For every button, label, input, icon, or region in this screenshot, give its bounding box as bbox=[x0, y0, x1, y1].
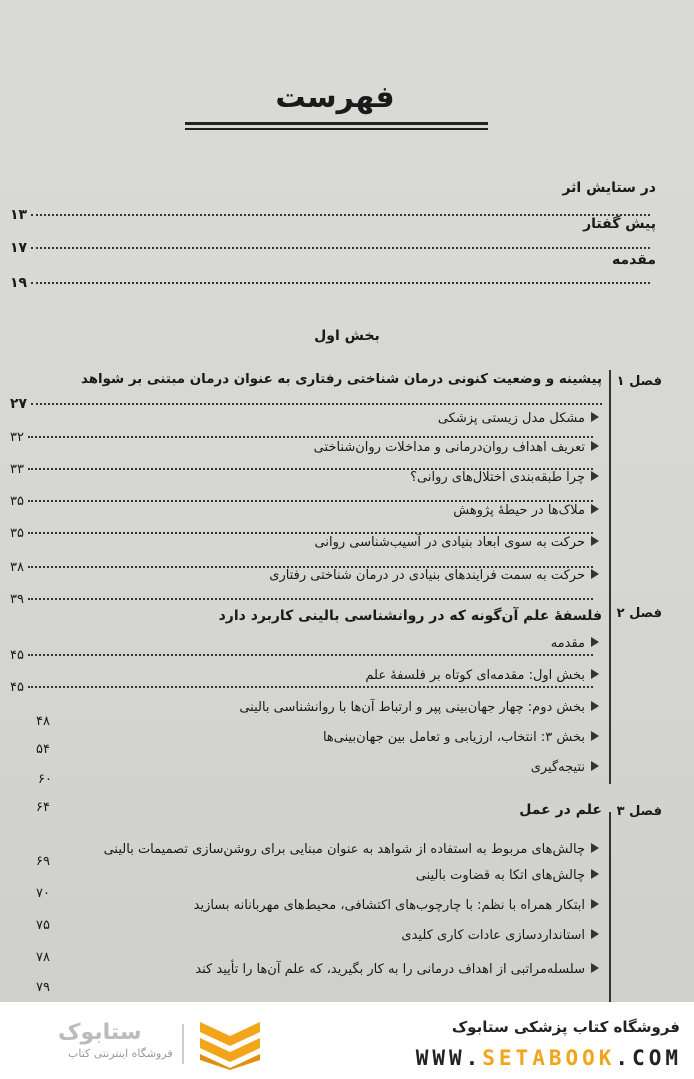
triangle-bullet-icon bbox=[591, 569, 599, 579]
triangle-bullet-icon bbox=[591, 669, 599, 679]
toc-entry-label: مقدمه bbox=[612, 252, 656, 268]
toc-item bbox=[10, 700, 599, 715]
toc-page-number: ۳۵ bbox=[10, 494, 24, 509]
chapter-label: فصل ۲ bbox=[616, 606, 662, 621]
store-name: فروشگاه کتاب پزشکی ستابوک bbox=[451, 1018, 680, 1036]
store-url-link[interactable] bbox=[416, 1046, 682, 1070]
toc-item bbox=[10, 568, 599, 583]
toc-page-number: ۴۵ bbox=[10, 648, 24, 663]
toc-item bbox=[10, 535, 599, 550]
toc-item-page-row bbox=[10, 592, 599, 607]
toc-item-text: چرا طبقه‌بندی اختلال‌های روانی؟ bbox=[410, 470, 585, 485]
toc-page-number: ۷۸ bbox=[36, 950, 50, 965]
triangle-bullet-icon bbox=[591, 471, 599, 481]
toc-entry-label: در ستایش اثر bbox=[562, 180, 656, 196]
triangle-bullet-icon bbox=[591, 701, 599, 711]
toc-item-text: ملاک‌ها در حیطهٔ پژوهش bbox=[453, 503, 585, 518]
toc-page-number: ۶۰ bbox=[38, 772, 52, 787]
toc-entry bbox=[10, 216, 656, 232]
toc-item bbox=[10, 962, 599, 977]
logo-text: ستابوک bbox=[58, 1020, 142, 1045]
toc-item bbox=[10, 411, 599, 426]
toc-page-number: ۴۵ bbox=[10, 680, 24, 695]
toc-leader-dots bbox=[28, 436, 593, 438]
chapter-label: فصل ۳ bbox=[616, 804, 662, 819]
toc-item-text: چالش‌های مربوط به استفاده از شواهد به عنوان مبنایی برای روشن‌سازی تصمیمات بالینی bbox=[103, 842, 585, 857]
toc-page-number: ۱۳ bbox=[10, 207, 28, 223]
section-title: بخش اول bbox=[314, 328, 380, 344]
chapter-title bbox=[10, 608, 602, 624]
toc-leader-dots bbox=[28, 532, 593, 534]
toc-item-text: حرکت به سمت فرایندهای بنیادی در درمان شناختی رفتاری bbox=[269, 568, 585, 583]
toc-item bbox=[10, 760, 599, 775]
setabook-logo[interactable] bbox=[28, 1018, 268, 1070]
toc-item-text: تعریف اهداف روان‌درمانی و مداخلات روان‌شناختی bbox=[313, 440, 585, 455]
toc-page-number: ۷۹ bbox=[36, 980, 50, 995]
toc-item bbox=[10, 470, 599, 485]
chapter-divider bbox=[609, 604, 611, 784]
triangle-bullet-icon bbox=[591, 843, 599, 853]
toc-leader-dots bbox=[28, 598, 593, 600]
toc-item bbox=[10, 440, 599, 455]
toc-item bbox=[10, 928, 599, 943]
toc-leader-dots bbox=[28, 654, 593, 656]
toc-page-number: ۶۹ bbox=[36, 854, 50, 869]
toc-page-number: ۷۰ bbox=[36, 886, 50, 901]
toc-item-text: مقدمه bbox=[550, 636, 585, 651]
toc-leader-dots bbox=[28, 500, 593, 502]
triangle-bullet-icon bbox=[591, 731, 599, 741]
toc-item-text: استانداردسازی عادات کاری کلیدی bbox=[401, 928, 585, 943]
toc-page-number: ۳۲ bbox=[10, 430, 24, 445]
toc-item bbox=[10, 503, 599, 518]
chapter-title bbox=[10, 372, 602, 387]
triangle-bullet-icon bbox=[591, 504, 599, 514]
chapter-title-text: علم در عمل bbox=[519, 802, 602, 818]
triangle-bullet-icon bbox=[591, 637, 599, 647]
toc-entry bbox=[10, 252, 656, 268]
title-underline-secondary bbox=[185, 128, 488, 130]
chapter-title-text: فلسفهٔ علم آن‌گونه که در روانشناسی بالینی کاربرد دارد bbox=[218, 608, 602, 624]
toc-page-number: ۷۵ bbox=[36, 918, 50, 933]
toc-item bbox=[10, 730, 599, 745]
toc-page-number: ۲۷ bbox=[10, 396, 28, 412]
toc-page-number: ۵۴ bbox=[36, 742, 50, 757]
toc-page-number: ۳۸ bbox=[10, 560, 24, 575]
chapter-title-text: پیشینه و وضعیت کنونی درمان شناختی رفتاری به عنوان درمان مبتنی بر شواهد bbox=[80, 372, 602, 387]
toc-item-text: بخش ۳: انتخاب، ارزیابی و تعامل بین جهان‌بینی‌ها bbox=[322, 730, 585, 745]
toc-item-text: حرکت به سوی ابعاد بنیادی در آسیب‌شناسی روانی bbox=[314, 535, 585, 550]
toc-page-number: ۳۵ bbox=[10, 526, 24, 541]
url-suffix: .COM bbox=[615, 1046, 682, 1070]
triangle-bullet-icon bbox=[591, 869, 599, 879]
logo-divider bbox=[182, 1024, 184, 1064]
chapter-divider bbox=[609, 812, 611, 1002]
toc-page-number: ۳۹ bbox=[10, 592, 24, 607]
logo-subtitle: فروشگاه اینترنتی کتاب bbox=[68, 1047, 173, 1060]
toc-page-number: ۱۹ bbox=[10, 275, 28, 291]
url-prefix: WWW. bbox=[415, 1046, 483, 1070]
toc-entry bbox=[10, 180, 656, 196]
chapter-title bbox=[10, 802, 602, 818]
toc-item-text: نتیجه‌گیری bbox=[530, 760, 585, 775]
chevron-logo-icon bbox=[196, 1018, 266, 1070]
toc-page-number: ۱۷ bbox=[10, 240, 28, 256]
page-title: فهرست bbox=[275, 80, 395, 115]
toc-item-page-row bbox=[10, 648, 599, 663]
chapter-divider bbox=[609, 370, 611, 608]
toc-entry bbox=[10, 275, 656, 291]
chapter-label: فصل ۱ bbox=[616, 374, 662, 389]
toc-entry-label: پیش گفتار bbox=[583, 216, 656, 232]
toc-item bbox=[10, 868, 599, 883]
toc-page-number: ۶۴ bbox=[36, 800, 50, 815]
toc-item bbox=[10, 898, 599, 913]
toc-page-number: ۳۳ bbox=[10, 462, 24, 477]
toc-leader-dots bbox=[31, 403, 602, 405]
triangle-bullet-icon bbox=[591, 929, 599, 939]
toc-item bbox=[10, 842, 599, 857]
toc-item-text: ابتکار همراه با نظم: با چارچوب‌های اکتشافی، محیط‌های مهربانانه بسازید bbox=[193, 898, 585, 913]
chapter-title-page-row bbox=[10, 396, 602, 412]
triangle-bullet-icon bbox=[591, 761, 599, 771]
toc-item-page-row bbox=[10, 680, 599, 695]
triangle-bullet-icon bbox=[591, 899, 599, 909]
toc-leader-dots bbox=[31, 247, 650, 249]
toc-leader-dots bbox=[31, 282, 650, 284]
title-underline bbox=[185, 122, 488, 125]
toc-item-text: بخش اول: مقدمه‌ای کوتاه بر فلسفهٔ علم bbox=[365, 668, 585, 683]
toc-item-text: بخش دوم: چهار جهان‌بینی پپر و ارتباط آن‌ها با روانشناسی بالینی bbox=[239, 700, 585, 715]
toc-page-number: ۴۸ bbox=[36, 714, 50, 729]
url-brand: SETABOOK bbox=[482, 1046, 616, 1070]
toc-item-text: سلسله‌مراتبی از اهداف درمانی را به کار بگیرید، که علم آن‌ها را تأیید کند bbox=[195, 962, 585, 977]
triangle-bullet-icon bbox=[591, 536, 599, 546]
toc-item-text: چالش‌های اتکا به قضاوت بالینی bbox=[415, 868, 585, 883]
toc-item-text: مشکل مدل زیستی پزشکی bbox=[437, 411, 585, 426]
toc-leader-dots bbox=[28, 686, 593, 688]
store-footer-banner bbox=[0, 1002, 694, 1079]
triangle-bullet-icon bbox=[591, 412, 599, 422]
triangle-bullet-icon bbox=[591, 963, 599, 973]
triangle-bullet-icon bbox=[591, 441, 599, 451]
